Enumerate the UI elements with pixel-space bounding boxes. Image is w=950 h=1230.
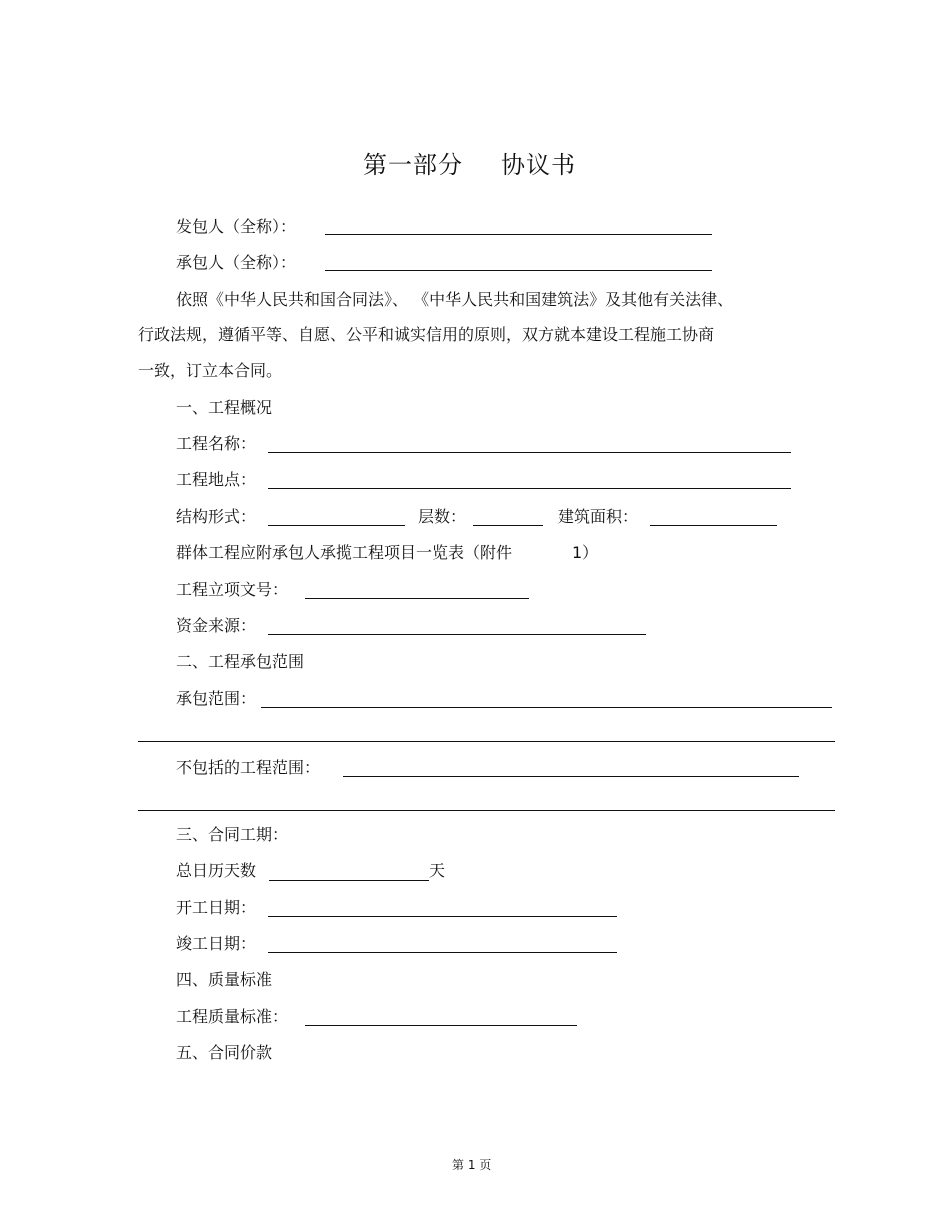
completion-date-label: 竣工日期： bbox=[176, 934, 257, 953]
page-title bbox=[363, 151, 576, 179]
quality-standard-label: 工程质量标准： bbox=[176, 1007, 289, 1026]
floors-label: 层数： bbox=[418, 507, 467, 526]
total-days-label: 总日历天数 bbox=[176, 861, 257, 880]
floors-field[interactable] bbox=[473, 525, 543, 526]
excluded-scope-label: 不包括的工程范围： bbox=[176, 758, 321, 777]
group-project-note: 群体工程应附承包人承揽工程项目一览表（附件 bbox=[176, 543, 513, 562]
section-4-heading: 四、质量标准 bbox=[176, 970, 273, 989]
start-date-label: 开工日期： bbox=[176, 898, 257, 917]
structure-field[interactable] bbox=[268, 525, 405, 526]
contractor-field[interactable] bbox=[325, 270, 712, 271]
excluded-scope-field-continued[interactable] bbox=[138, 810, 835, 811]
contractor-label: 承包人（全称）： bbox=[176, 253, 297, 272]
funding-source-field[interactable] bbox=[268, 634, 646, 635]
project-location-field[interactable] bbox=[268, 488, 791, 489]
project-location-label: 工程地点： bbox=[176, 470, 257, 489]
start-date-field[interactable] bbox=[268, 916, 617, 917]
total-days-unit: 天 bbox=[429, 861, 446, 880]
approval-number-field[interactable] bbox=[305, 598, 529, 599]
section-3-heading: 三、合同工期： bbox=[176, 825, 289, 844]
approval-number-label: 工程立项文号： bbox=[176, 580, 289, 599]
section-5-heading: 五、合同价款 bbox=[176, 1043, 273, 1062]
employer-label: 发包人（全称）： bbox=[176, 217, 297, 236]
employer-field[interactable] bbox=[325, 234, 712, 235]
group-project-note-num: 1） bbox=[572, 543, 599, 562]
project-name-label: 工程名称： bbox=[176, 434, 257, 453]
page-number: 第 1 页 bbox=[452, 1158, 492, 1172]
quality-standard-field[interactable] bbox=[305, 1025, 577, 1026]
scope-field-continued[interactable] bbox=[138, 741, 835, 742]
area-field[interactable] bbox=[650, 525, 777, 526]
funding-source-label: 资金来源： bbox=[176, 616, 257, 635]
preamble-line-1: 依照《中华人民共和国合同法》、 《中华人民共和国建筑法》及其他有关法律、 bbox=[176, 290, 734, 309]
completion-date-field[interactable] bbox=[268, 952, 617, 953]
excluded-scope-field[interactable] bbox=[343, 776, 799, 777]
total-days-field[interactable] bbox=[269, 880, 429, 881]
area-label: 建筑面积： bbox=[558, 507, 639, 526]
scope-label: 承包范围： bbox=[176, 689, 257, 708]
title-part: 第一部分 bbox=[363, 151, 463, 179]
project-name-field[interactable] bbox=[268, 452, 791, 453]
preamble-line-2: 行政法规，遵循平等、自愿、公平和诚实信用的原则，双方就本建设工程施工协商 bbox=[138, 325, 715, 344]
section-1-heading: 一、工程概况 bbox=[176, 398, 273, 417]
structure-label: 结构形式： bbox=[176, 507, 257, 526]
preamble-line-3: 一致，订立本合同。 bbox=[138, 361, 283, 380]
section-2-heading: 二、工程承包范围 bbox=[176, 652, 305, 671]
scope-field[interactable] bbox=[261, 707, 832, 708]
title-name: 协议书 bbox=[501, 151, 576, 179]
